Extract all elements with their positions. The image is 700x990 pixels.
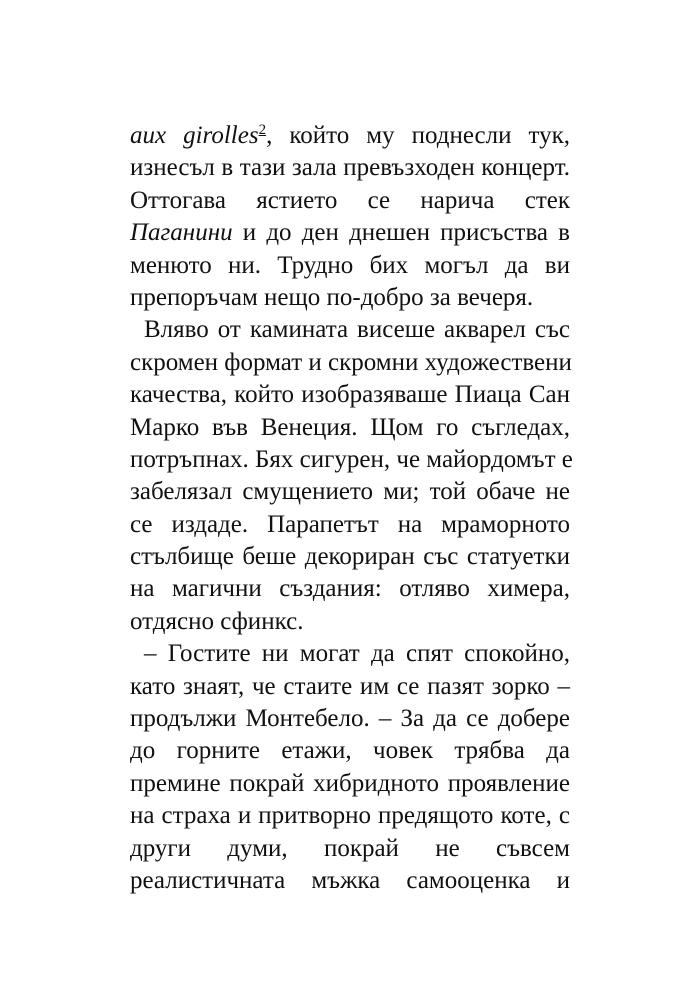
text-line [130, 703, 570, 735]
footnote-reference[interactable]: 2 [258, 122, 267, 138]
text-line [130, 509, 570, 541]
text-run: качества, който изобразяваше Пиаца Сан [130, 381, 570, 409]
paragraph [130, 120, 570, 314]
italic-text: Паганини [130, 219, 233, 247]
text-run: потръпнах. Бях сигурен, че майордомът е [130, 445, 573, 473]
text-line [130, 476, 570, 508]
text-line [130, 412, 570, 444]
text-run: забелязал смущението ми; той обаче не [130, 478, 570, 506]
text-run: премине покрай хибридното проявление [130, 769, 570, 797]
text-line [130, 120, 570, 152]
text-line [130, 606, 570, 638]
text-run: Марко във Венеция. Щом го съгледах, [130, 413, 570, 441]
text-run: на магични създания: отляво химера, [130, 575, 570, 603]
text-run: скромен формат и скромни художествени [130, 348, 572, 376]
text-run: до горните етажи, човек трябва да [130, 737, 570, 765]
text-run: на страха и притворно предящото коте, с [130, 802, 570, 830]
text-run: препоръчам нещо по-добро за вечеря. [130, 283, 534, 311]
text-line [130, 735, 570, 767]
text-line [130, 347, 570, 379]
text-run: отдясно сфинкс. [130, 607, 304, 635]
text-run: реалистичната мъжка самооценка и [130, 866, 570, 894]
book-page-text [130, 120, 573, 897]
text-line [130, 185, 570, 217]
text-line [130, 314, 570, 346]
text-line [130, 865, 570, 897]
text-run: и до ден днешен присъства в [232, 219, 570, 247]
text-line [130, 768, 570, 800]
text-run: – Гостите ни могат да спят спокойно, [144, 640, 570, 668]
text-run: Вляво от камината висеше акварел със [144, 316, 570, 344]
text-run: като знаят, че стаите им се пазят зорко – [130, 672, 570, 700]
text-run: изнесъл в тази зала превъзходен концерт. [130, 154, 570, 182]
text-run: други думи, покрай не съвсем [130, 834, 570, 862]
text-run: менюто ни. Трудно бих могъл да ви [130, 251, 570, 279]
text-line [130, 541, 570, 573]
italic-text: aux girolles [130, 122, 259, 149]
text-line [130, 573, 570, 605]
text-line [130, 833, 570, 865]
text-line [130, 282, 570, 314]
text-run: стълбище беше декориран със статуетки [130, 543, 570, 571]
text-line [130, 250, 570, 282]
text-run: продължи Монтебело. – За да се добере [130, 705, 570, 733]
text-line [130, 671, 570, 703]
text-line [130, 800, 570, 832]
text-run: Оттогава ястието се нарича стек [130, 186, 570, 214]
text-line [130, 379, 570, 411]
text-line [130, 444, 573, 476]
text-run: се издаде. Парапетът на мраморното [130, 510, 570, 538]
text-run: , който му поднесли тук, [266, 122, 571, 149]
text-line [130, 638, 570, 670]
text-line [130, 217, 570, 249]
paragraph [130, 314, 573, 638]
paragraph [130, 638, 570, 897]
text-line [130, 152, 570, 184]
